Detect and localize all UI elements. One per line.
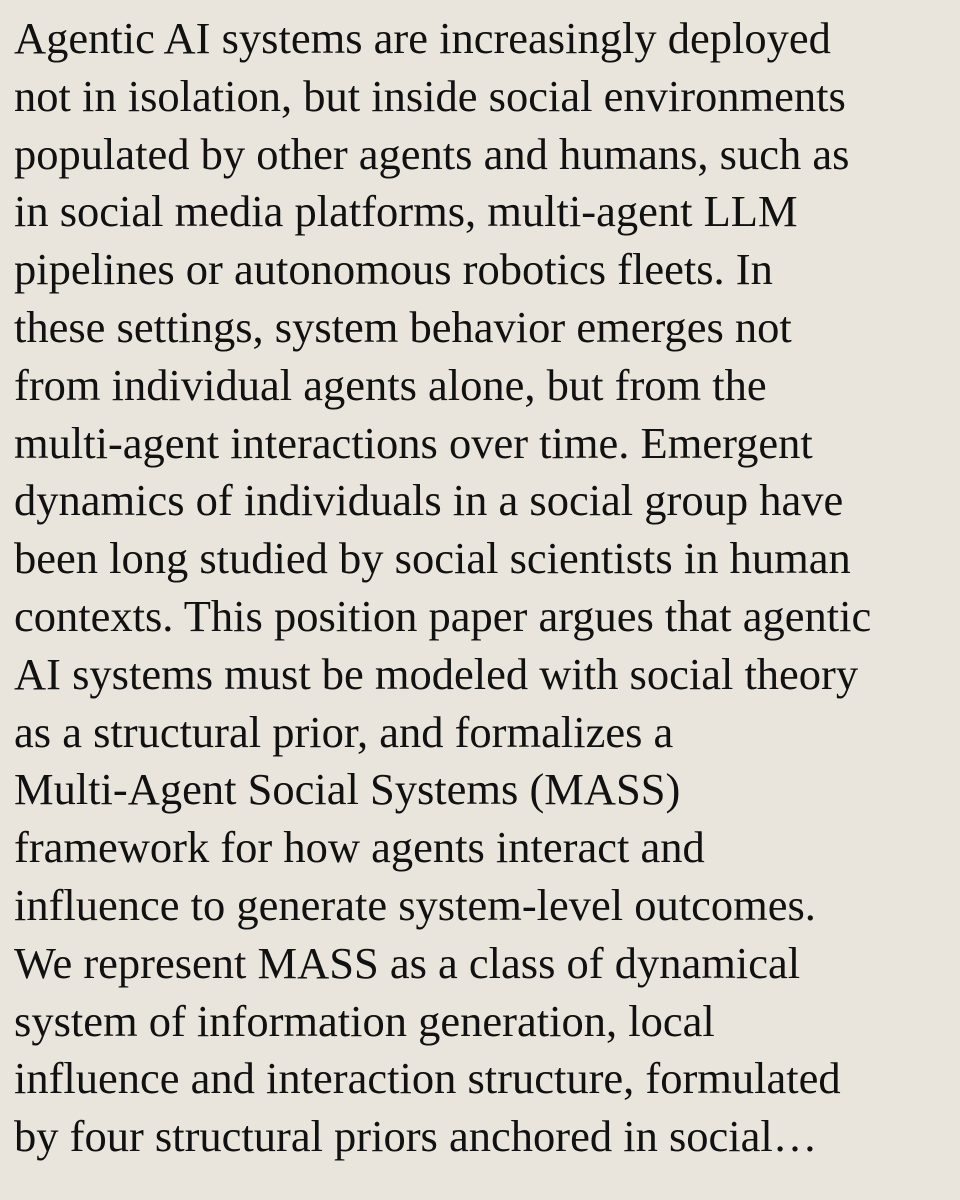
text-line: these settings, system behavior emerges not	[14, 301, 792, 352]
text-line: system of information generation, local	[14, 995, 715, 1046]
text-line: Agentic AI systems are increasingly deployed	[14, 13, 831, 63]
text-line: AI systems must be modeled with social theory	[14, 648, 859, 699]
text-line: pipelines or autonomous robotics fleets. In	[14, 244, 773, 295]
text-line: contexts. This position paper argues that agentic	[14, 590, 872, 641]
text-line: We represent MASS as a class of dynamical	[14, 937, 801, 988]
text-line: influence and interaction structure, formulated	[14, 1053, 841, 1104]
abstract-text	[14, 10, 960, 1166]
text-line: been long studied by social scientists in human	[14, 533, 851, 584]
text-line: populated by other agents and humans, such as	[14, 128, 850, 179]
text-line: from individual agents alone, but from the	[14, 359, 767, 410]
text-line: in social media platforms, multi-agent LLM	[14, 186, 798, 237]
text-line: by four structural priors anchored in social…	[14, 1111, 818, 1162]
text-line: as a structural prior, and formalizes a	[14, 706, 674, 757]
text-line: not in isolation, but inside social environments	[14, 70, 846, 121]
text-line: framework for how agents interact and	[14, 822, 705, 873]
text-line: dynamics of individuals in a social group have	[14, 475, 844, 526]
text-line: multi-agent interactions over time. Emergent	[14, 417, 813, 468]
text-line: influence to generate system-level outcomes.	[14, 879, 816, 930]
text-line: Multi-Agent Social Systems (MASS)	[14, 764, 681, 815]
